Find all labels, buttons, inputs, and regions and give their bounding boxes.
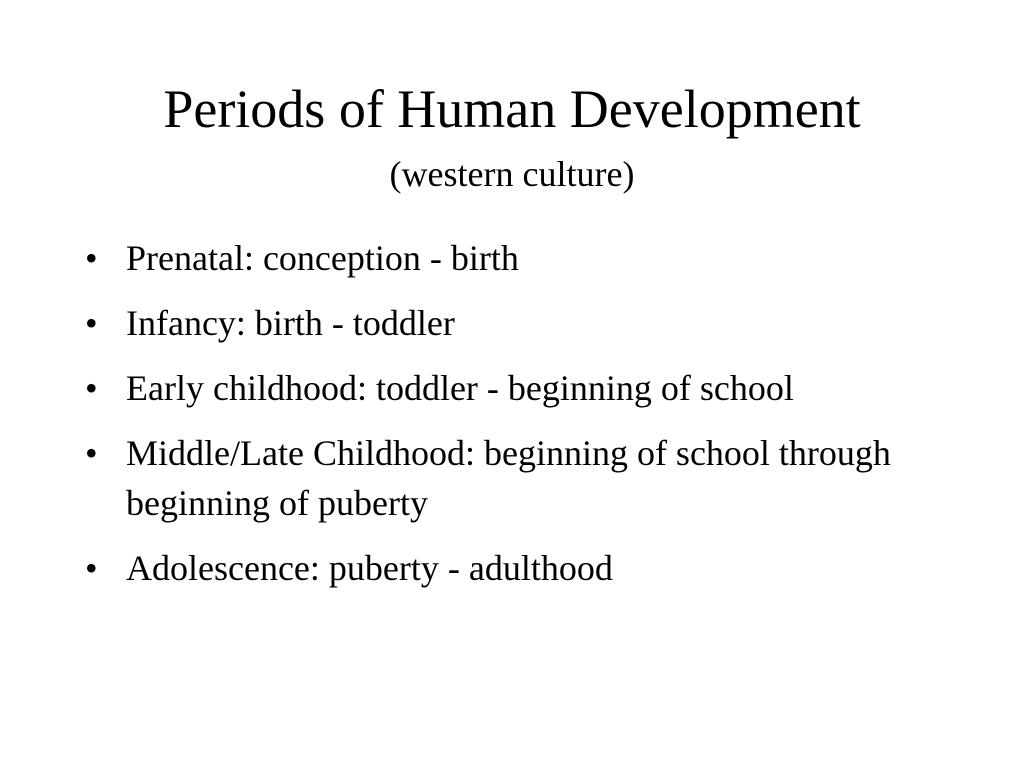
slide-title: Periods of Human Development (163, 79, 861, 139)
bullet-dot-icon: • (85, 548, 98, 588)
bullet-item-early-childhood (85, 363, 935, 413)
bullet-dot-icon: • (85, 238, 98, 278)
slide-subtitle: (western culture) (389, 154, 635, 194)
bullet-text-prenatal: Prenatal: conception - birth (126, 238, 519, 278)
bullet-text-early-childhood: Early childhood: toddler - beginning of school (126, 368, 794, 408)
bullet-text-infancy: Infancy: birth - toddler (126, 303, 455, 343)
bullet-item-adolescence (85, 543, 935, 593)
bullet-item-middle-late-childhood (85, 428, 935, 528)
bullet-dot-icon: • (85, 433, 98, 473)
bullet-dot-icon: • (85, 368, 98, 408)
bullet-dot-icon: • (85, 303, 98, 343)
bullet-item-prenatal (85, 233, 935, 283)
bullet-item-infancy (85, 298, 935, 348)
bullet-list (85, 233, 935, 608)
bullet-text-adolescence: Adolescence: puberty - adulthood (126, 548, 613, 588)
bullet-text-middle-late-childhood: Middle/Late Childhood: beginning of school through beginning of puberty (126, 433, 891, 523)
